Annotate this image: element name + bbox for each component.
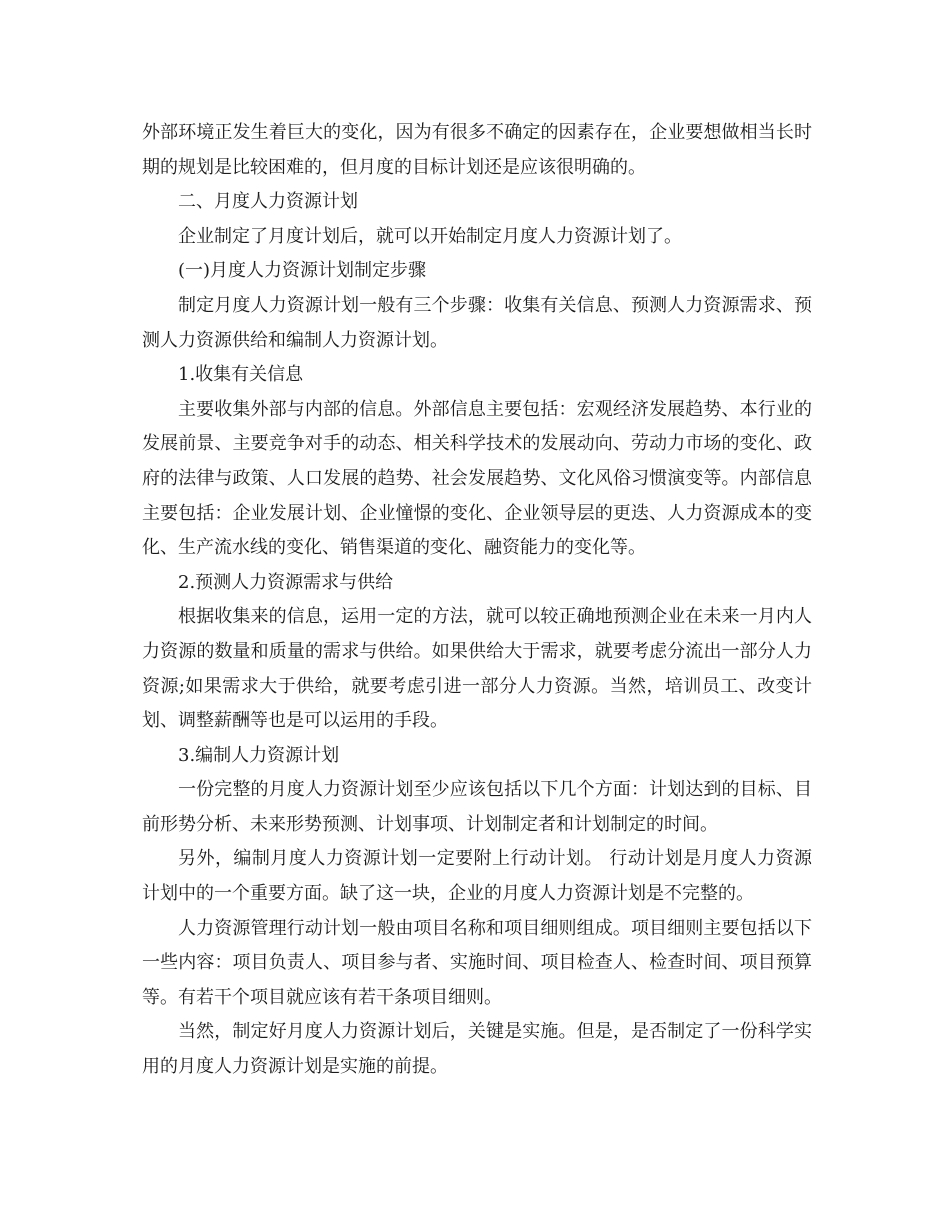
paragraph: 人力资源管理行动计划一般由项目名称和项目细则组成。项目细则主要包括以下一些内容：项目负责人、项目参与者、实施时间、项目检查人、检查时间、项目预算等。有若干个项目就应该有若干条项目细则。 [142,917,812,1008]
subsection-heading-steps: (一)月度人力资源计划制定步骤 [178,260,427,282]
step-heading-forecast: 2.预测人力资源需求与供给 [178,571,394,593]
paragraph: 当然，制定好月度人力资源计划后，关键是实施。但是，是否制定了一份科学实用的月度人力资源计划是实施的前提。 [142,1021,812,1078]
paragraph: 企业制定了月度计划后，就可以开始制定月度人力资源计划了。 [178,225,682,247]
paragraph: 主要收集外部与内部的信息。外部信息主要包括：宏观经济发展趋势、本行业的发展前景、主要竞争对手的动态、相关科学技术的发展动向、劳动力市场的变化、政府的法律与政策、人口发展的趋势、社会发展趋势、文化风俗习惯演变等。内部信息主要包括：企业发展计划、企业憧憬的变化、企业领导层的更迭、人力资源成本的变化、生产流水线的变化、销售渠道的变化、融资能力的变化等。 [142,398,812,559]
paragraph: 另外，编制月度人力资源计划一定要附上行动计划。 行动计划是月度人力资源计划中的一个重要方面。缺了这一块，企业的月度人力资源计划是不完整的。 [142,848,812,905]
document-body [142,116,812,1085]
section-heading-monthly-hr-plan: 二、月度人力资源计划 [178,191,358,213]
paragraph: 根据收集来的信息，运用一定的方法，就可以较正确地预测企业在未来一月内人力资源的数量和质量的需求与供给。如果供给大于需求，就要考虑分流出一部分人力资源;如果需求大于供给，就要考虑引进一部分人力资源。当然，培训员工、改变计划、调整薪酬等也是可以运用的手段。 [142,606,812,732]
step-heading-compile-plan: 3.编制人力资源计划 [178,744,340,766]
step-heading-collect-info: 1.收集有关信息 [178,364,304,386]
paragraph: 一份完整的月度人力资源计划至少应该包括以下几个方面：计划达到的目标、目前形势分析、未来形势预测、计划事项、计划制定者和计划制定的时间。 [142,779,812,835]
paragraph-continuation: 外部环境正发生着巨大的变化，因为有很多不确定的因素存在，企业要想做相当长时期的规划是比较困难的，但月度的目标计划还是应该很明确的。 [142,122,812,178]
paragraph: 制定月度人力资源计划一般有三个步骤：收集有关信息、预测人力资源需求、预测人力资源供给和编制人力资源计划。 [142,294,812,351]
